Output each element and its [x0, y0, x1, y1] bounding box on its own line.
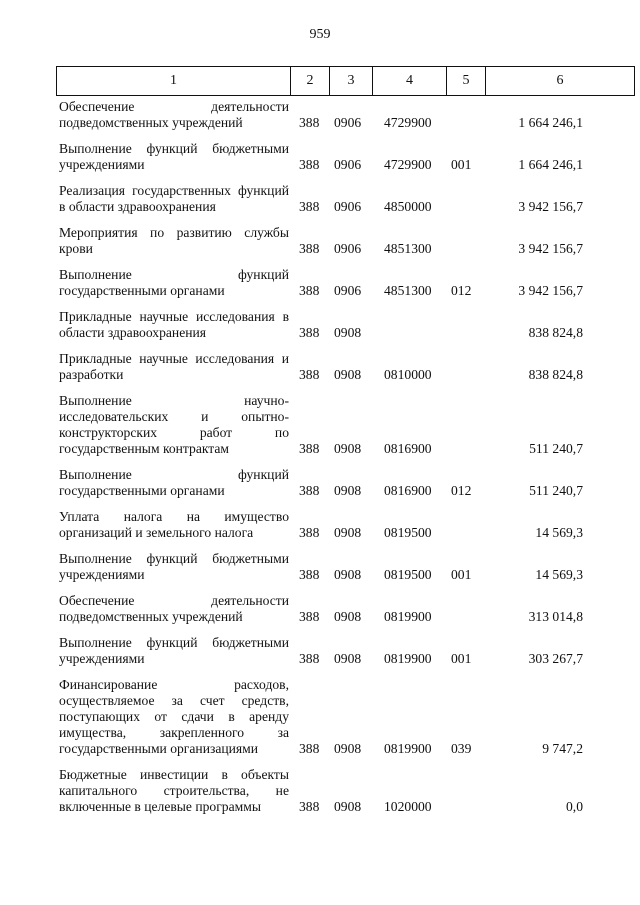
table-row [0, 593, 640, 625]
row-col-4: 4729900 [384, 115, 432, 130]
row-col-3: 0906 [334, 199, 362, 214]
row-amount: 3 942 156,7 [518, 283, 583, 298]
row-col-4: 0816900 [384, 483, 432, 498]
row-col-2: 388 [299, 325, 320, 340]
table-row [0, 309, 640, 341]
row-description: Обеспечение деятельности подведомственных учреждений [59, 99, 289, 130]
row-description: Бюджетные инвестиции в объекты капитального строительства, не включенные в целевые программы [59, 767, 289, 814]
row-col-3: 0908 [334, 483, 362, 498]
row-description: Прикладные научные исследования в области здравоохранения [59, 309, 289, 340]
row-col-4: 4851300 [384, 241, 432, 256]
row-col-4: 0810000 [384, 367, 432, 382]
table-row [0, 393, 640, 457]
row-col-2: 388 [299, 367, 320, 382]
row-col-4: 0819900 [384, 651, 432, 666]
table-row [0, 225, 640, 257]
row-col-4: 1020000 [384, 799, 432, 814]
row-amount: 838 824,8 [528, 367, 583, 382]
header-col-2: 2 [291, 67, 330, 96]
row-amount: 3 942 156,7 [518, 199, 583, 214]
row-col-3: 0906 [334, 157, 362, 172]
header-col-1: 1 [57, 67, 291, 96]
table-body [0, 99, 640, 825]
table-row [0, 767, 640, 815]
row-col-4: 4729900 [384, 157, 432, 172]
table-row [0, 635, 640, 667]
row-col-3: 0908 [334, 441, 362, 456]
row-description: Обеспечение деятельности подведомственных учреждений [59, 593, 289, 624]
row-col-3: 0908 [334, 367, 362, 382]
row-amount: 838 824,8 [528, 325, 583, 340]
row-col-4: 0816900 [384, 441, 432, 456]
table-row [0, 99, 640, 131]
row-col-3: 0906 [334, 283, 362, 298]
table-header [56, 66, 635, 96]
row-col-2: 388 [299, 441, 320, 456]
row-col-2: 388 [299, 609, 320, 624]
row-amount: 1 664 246,1 [518, 115, 583, 130]
row-col-5: 001 [451, 651, 472, 666]
row-amount: 511 240,7 [529, 441, 583, 456]
row-description: Уплата налога на имущество организаций и земельного налога [59, 509, 289, 540]
row-col-5: 012 [451, 283, 472, 298]
row-description: Выполнение функций государственными органами [59, 467, 289, 498]
row-col-2: 388 [299, 741, 320, 756]
row-amount: 303 267,7 [528, 651, 583, 666]
row-amount: 9 747,2 [542, 741, 583, 756]
header-col-4: 4 [373, 67, 447, 96]
table-row [0, 351, 640, 383]
row-description: Финансирование расходов, осуществляемое за счет средств, поступающих от сдачи в аренду имущества, закрепленного за государственными организациями [59, 677, 289, 756]
row-col-2: 388 [299, 241, 320, 256]
row-col-4: 0819500 [384, 567, 432, 582]
row-col-4: 4851300 [384, 283, 432, 298]
row-description: Реализация государственных функций в области здравоохранения [59, 183, 289, 214]
row-col-3: 0908 [334, 799, 362, 814]
row-col-4: 0819900 [384, 741, 432, 756]
row-amount: 313 014,8 [528, 609, 583, 624]
row-col-3: 0908 [334, 609, 362, 624]
row-amount: 0,0 [566, 799, 583, 814]
row-amount: 511 240,7 [529, 483, 583, 498]
header-col-3: 3 [330, 67, 373, 96]
row-col-3: 0906 [334, 241, 362, 256]
row-col-2: 388 [299, 567, 320, 582]
header-row [57, 67, 635, 96]
row-col-3: 0908 [334, 325, 362, 340]
row-col-2: 388 [299, 115, 320, 130]
row-col-3: 0908 [334, 567, 362, 582]
table-row [0, 183, 640, 215]
row-col-5: 039 [451, 741, 472, 756]
row-col-3: 0906 [334, 115, 362, 130]
row-col-4: 0819500 [384, 525, 432, 540]
header-col-5: 5 [447, 67, 486, 96]
row-col-2: 388 [299, 483, 320, 498]
row-col-2: 388 [299, 157, 320, 172]
page-number: 959 [309, 27, 331, 42]
table-row [0, 467, 640, 499]
table-row [0, 551, 640, 583]
header-col-6: 6 [486, 67, 635, 96]
row-col-2: 388 [299, 799, 320, 814]
row-description: Мероприятия по развитию службы крови [59, 225, 289, 256]
row-col-2: 388 [299, 283, 320, 298]
row-description: Выполнение функций бюджетными учреждениями [59, 141, 289, 172]
row-col-4: 0819900 [384, 609, 432, 624]
row-amount: 14 569,3 [535, 567, 583, 582]
table-row [0, 267, 640, 299]
row-amount: 3 942 156,7 [518, 241, 583, 256]
row-col-2: 388 [299, 199, 320, 214]
row-description: Выполнение научно-исследовательских и опытно-конструкторских работ по государственным контрактам [59, 393, 289, 456]
row-col-5: 012 [451, 483, 472, 498]
row-col-3: 0908 [334, 651, 362, 666]
row-description: Выполнение функций государственными органами [59, 267, 289, 298]
row-amount: 1 664 246,1 [518, 157, 583, 172]
table-row [0, 677, 640, 757]
row-col-3: 0908 [334, 525, 362, 540]
row-col-2: 388 [299, 525, 320, 540]
row-col-5: 001 [451, 157, 472, 172]
row-col-4: 4850000 [384, 199, 432, 214]
row-amount: 14 569,3 [535, 525, 583, 540]
row-description: Прикладные научные исследования и разработки [59, 351, 289, 382]
row-description: Выполнение функций бюджетными учреждениями [59, 635, 289, 666]
table-row [0, 509, 640, 541]
row-col-3: 0908 [334, 741, 362, 756]
row-col-2: 388 [299, 651, 320, 666]
row-description: Выполнение функций бюджетными учреждениями [59, 551, 289, 582]
row-col-5: 001 [451, 567, 472, 582]
table-row [0, 141, 640, 173]
